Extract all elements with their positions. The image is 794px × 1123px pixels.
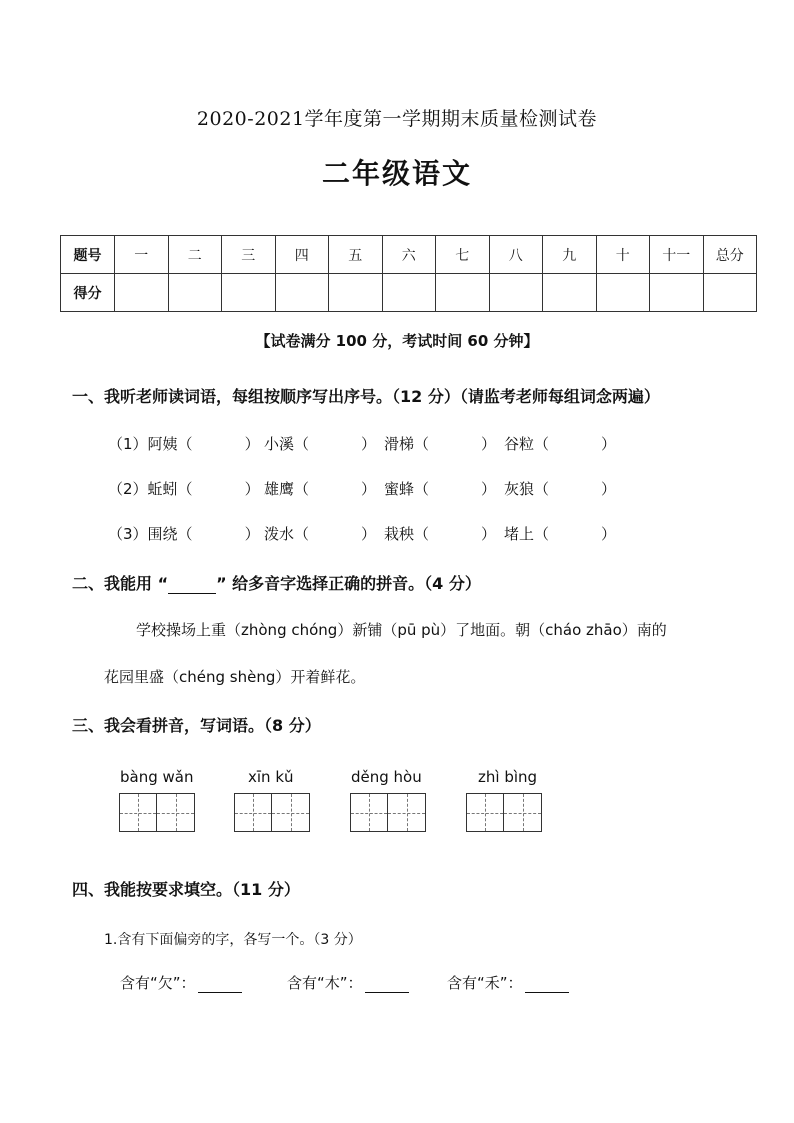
word-item: 阿姨（	[147, 435, 193, 453]
word-item: 栽秧（	[384, 525, 430, 543]
tianzige-cell[interactable]	[467, 794, 504, 831]
score-header-cell: 总分	[703, 236, 757, 274]
word-item: 雄鹰（	[264, 480, 310, 498]
fill-item	[287, 972, 411, 993]
score-header-cell: 二	[168, 236, 222, 274]
close-paren: ）	[361, 480, 377, 498]
fill-blank[interactable]	[198, 977, 242, 993]
word-item: 谷粒（	[504, 435, 550, 453]
score-header-label: 题号	[61, 236, 115, 274]
close-paren: ）	[361, 435, 377, 453]
word-entry	[384, 478, 496, 499]
exam-notice: 【试卷满分 100 分，考试时间 60 分钟】	[255, 332, 539, 350]
tianzige-cell[interactable]	[351, 794, 388, 831]
tianzige-cell[interactable]	[388, 794, 425, 831]
fill-item	[120, 972, 244, 993]
score-cell[interactable]	[222, 274, 276, 312]
pinyin-label: bàng wǎn	[120, 768, 194, 786]
writing-grid[interactable]	[466, 793, 542, 832]
score-cell[interactable]	[650, 274, 704, 312]
section2-heading-post: ” 给多音字选择正确的拼音。（4 分）	[216, 574, 481, 593]
pinyin-label: děng hòu	[351, 768, 422, 786]
section1-heading: 一、我听老师读词语，每组按顺序写出序号。（12 分）（请监考老师每组词念两遍）	[72, 387, 660, 406]
tianzige-cell[interactable]	[504, 794, 541, 831]
score-table	[60, 235, 757, 312]
close-paren: ）	[361, 525, 377, 543]
score-header-cell: 三	[222, 236, 276, 274]
score-cell[interactable]	[115, 274, 169, 312]
word-entry	[264, 478, 376, 499]
score-cell[interactable]	[489, 274, 543, 312]
score-header-cell: 八	[489, 236, 543, 274]
word-item: 小溪（	[264, 435, 310, 453]
section1-row	[108, 523, 260, 544]
section1-row	[108, 478, 260, 499]
score-table-header-row	[61, 236, 757, 274]
score-header-cell: 一	[115, 236, 169, 274]
fill-label: 含有“欠”：	[120, 974, 196, 992]
word-entry	[504, 433, 616, 454]
tianzige-cell[interactable]	[120, 794, 157, 831]
score-cell[interactable]	[703, 274, 757, 312]
score-cell[interactable]	[168, 274, 222, 312]
section2-heading	[72, 571, 481, 594]
word-entry	[384, 433, 496, 454]
word-item: 围绕（	[147, 525, 193, 543]
score-header-cell: 四	[275, 236, 329, 274]
writing-grid[interactable]	[119, 793, 195, 832]
score-table-score-row	[61, 274, 757, 312]
score-cell[interactable]	[436, 274, 490, 312]
section3-heading: 三、我会看拼音，写词语。（8 分）	[72, 716, 321, 735]
word-entry	[264, 523, 376, 544]
score-row-label: 得分	[61, 274, 115, 312]
fill-blank[interactable]	[365, 977, 409, 993]
word-entry	[384, 523, 496, 544]
word-entry	[504, 478, 616, 499]
tianzige-cell[interactable]	[272, 794, 309, 831]
close-paren: ）	[601, 480, 617, 498]
score-header-cell: 十	[596, 236, 650, 274]
row-number: （2）	[108, 480, 148, 498]
section2-sentence-line1: 学校操场上重（zhòng chóng）新铺（pū pù）了地面。朝（cháo zhāo）南的	[136, 621, 667, 639]
pinyin-label: xīn kǔ	[248, 768, 294, 786]
exam-title: 2020-2021学年度第一学期期末质量检测试卷	[196, 108, 598, 130]
fill-label: 含有“木”：	[287, 974, 363, 992]
pinyin-label: zhì bìng	[478, 768, 538, 786]
score-cell[interactable]	[275, 274, 329, 312]
fill-blank[interactable]	[525, 977, 569, 993]
word-item: 灰狼（	[504, 480, 550, 498]
close-paren: ）	[481, 435, 497, 453]
fill-label: 含有“禾”：	[447, 974, 523, 992]
writing-grid[interactable]	[350, 793, 426, 832]
section1-row	[108, 433, 260, 454]
section4-question1: 1.含有下面偏旁的字，各写一个。（3 分）	[104, 932, 362, 948]
row-number: （1）	[108, 435, 148, 453]
close-paren: ）	[244, 525, 260, 543]
score-header-cell: 十一	[650, 236, 704, 274]
writing-grid[interactable]	[234, 793, 310, 832]
section2-sentence-line2: 花园里盛（chéng shèng）开着鲜花。	[104, 668, 366, 686]
score-header-cell: 六	[382, 236, 436, 274]
close-paren: ）	[481, 480, 497, 498]
score-header-cell: 九	[543, 236, 597, 274]
fill-item	[447, 972, 571, 993]
section4-heading: 四、我能按要求填空。（11 分）	[72, 880, 300, 899]
subject-title: 二年级语文	[321, 157, 472, 190]
word-item: 泼水（	[264, 525, 310, 543]
score-cell[interactable]	[382, 274, 436, 312]
tianzige-cell[interactable]	[157, 794, 194, 831]
tianzige-cell[interactable]	[235, 794, 272, 831]
word-entry	[264, 433, 376, 454]
score-header-cell: 五	[329, 236, 383, 274]
score-cell[interactable]	[329, 274, 383, 312]
row-number: （3）	[108, 525, 148, 543]
close-paren: ）	[601, 525, 617, 543]
close-paren: ）	[244, 480, 260, 498]
close-paren: ）	[601, 435, 617, 453]
word-item: 蜜蜂（	[384, 480, 430, 498]
section2-heading-pre: 二、我能用 “	[72, 574, 169, 593]
score-cell[interactable]	[596, 274, 650, 312]
close-paren: ）	[481, 525, 497, 543]
word-entry	[504, 523, 616, 544]
word-item: 蚯蚓（	[147, 480, 193, 498]
word-item: 滑梯（	[384, 435, 430, 453]
score-cell[interactable]	[543, 274, 597, 312]
score-header-cell: 七	[436, 236, 490, 274]
close-paren: ）	[244, 435, 260, 453]
word-item: 堵上（	[504, 525, 550, 543]
underline-blank	[168, 577, 216, 594]
